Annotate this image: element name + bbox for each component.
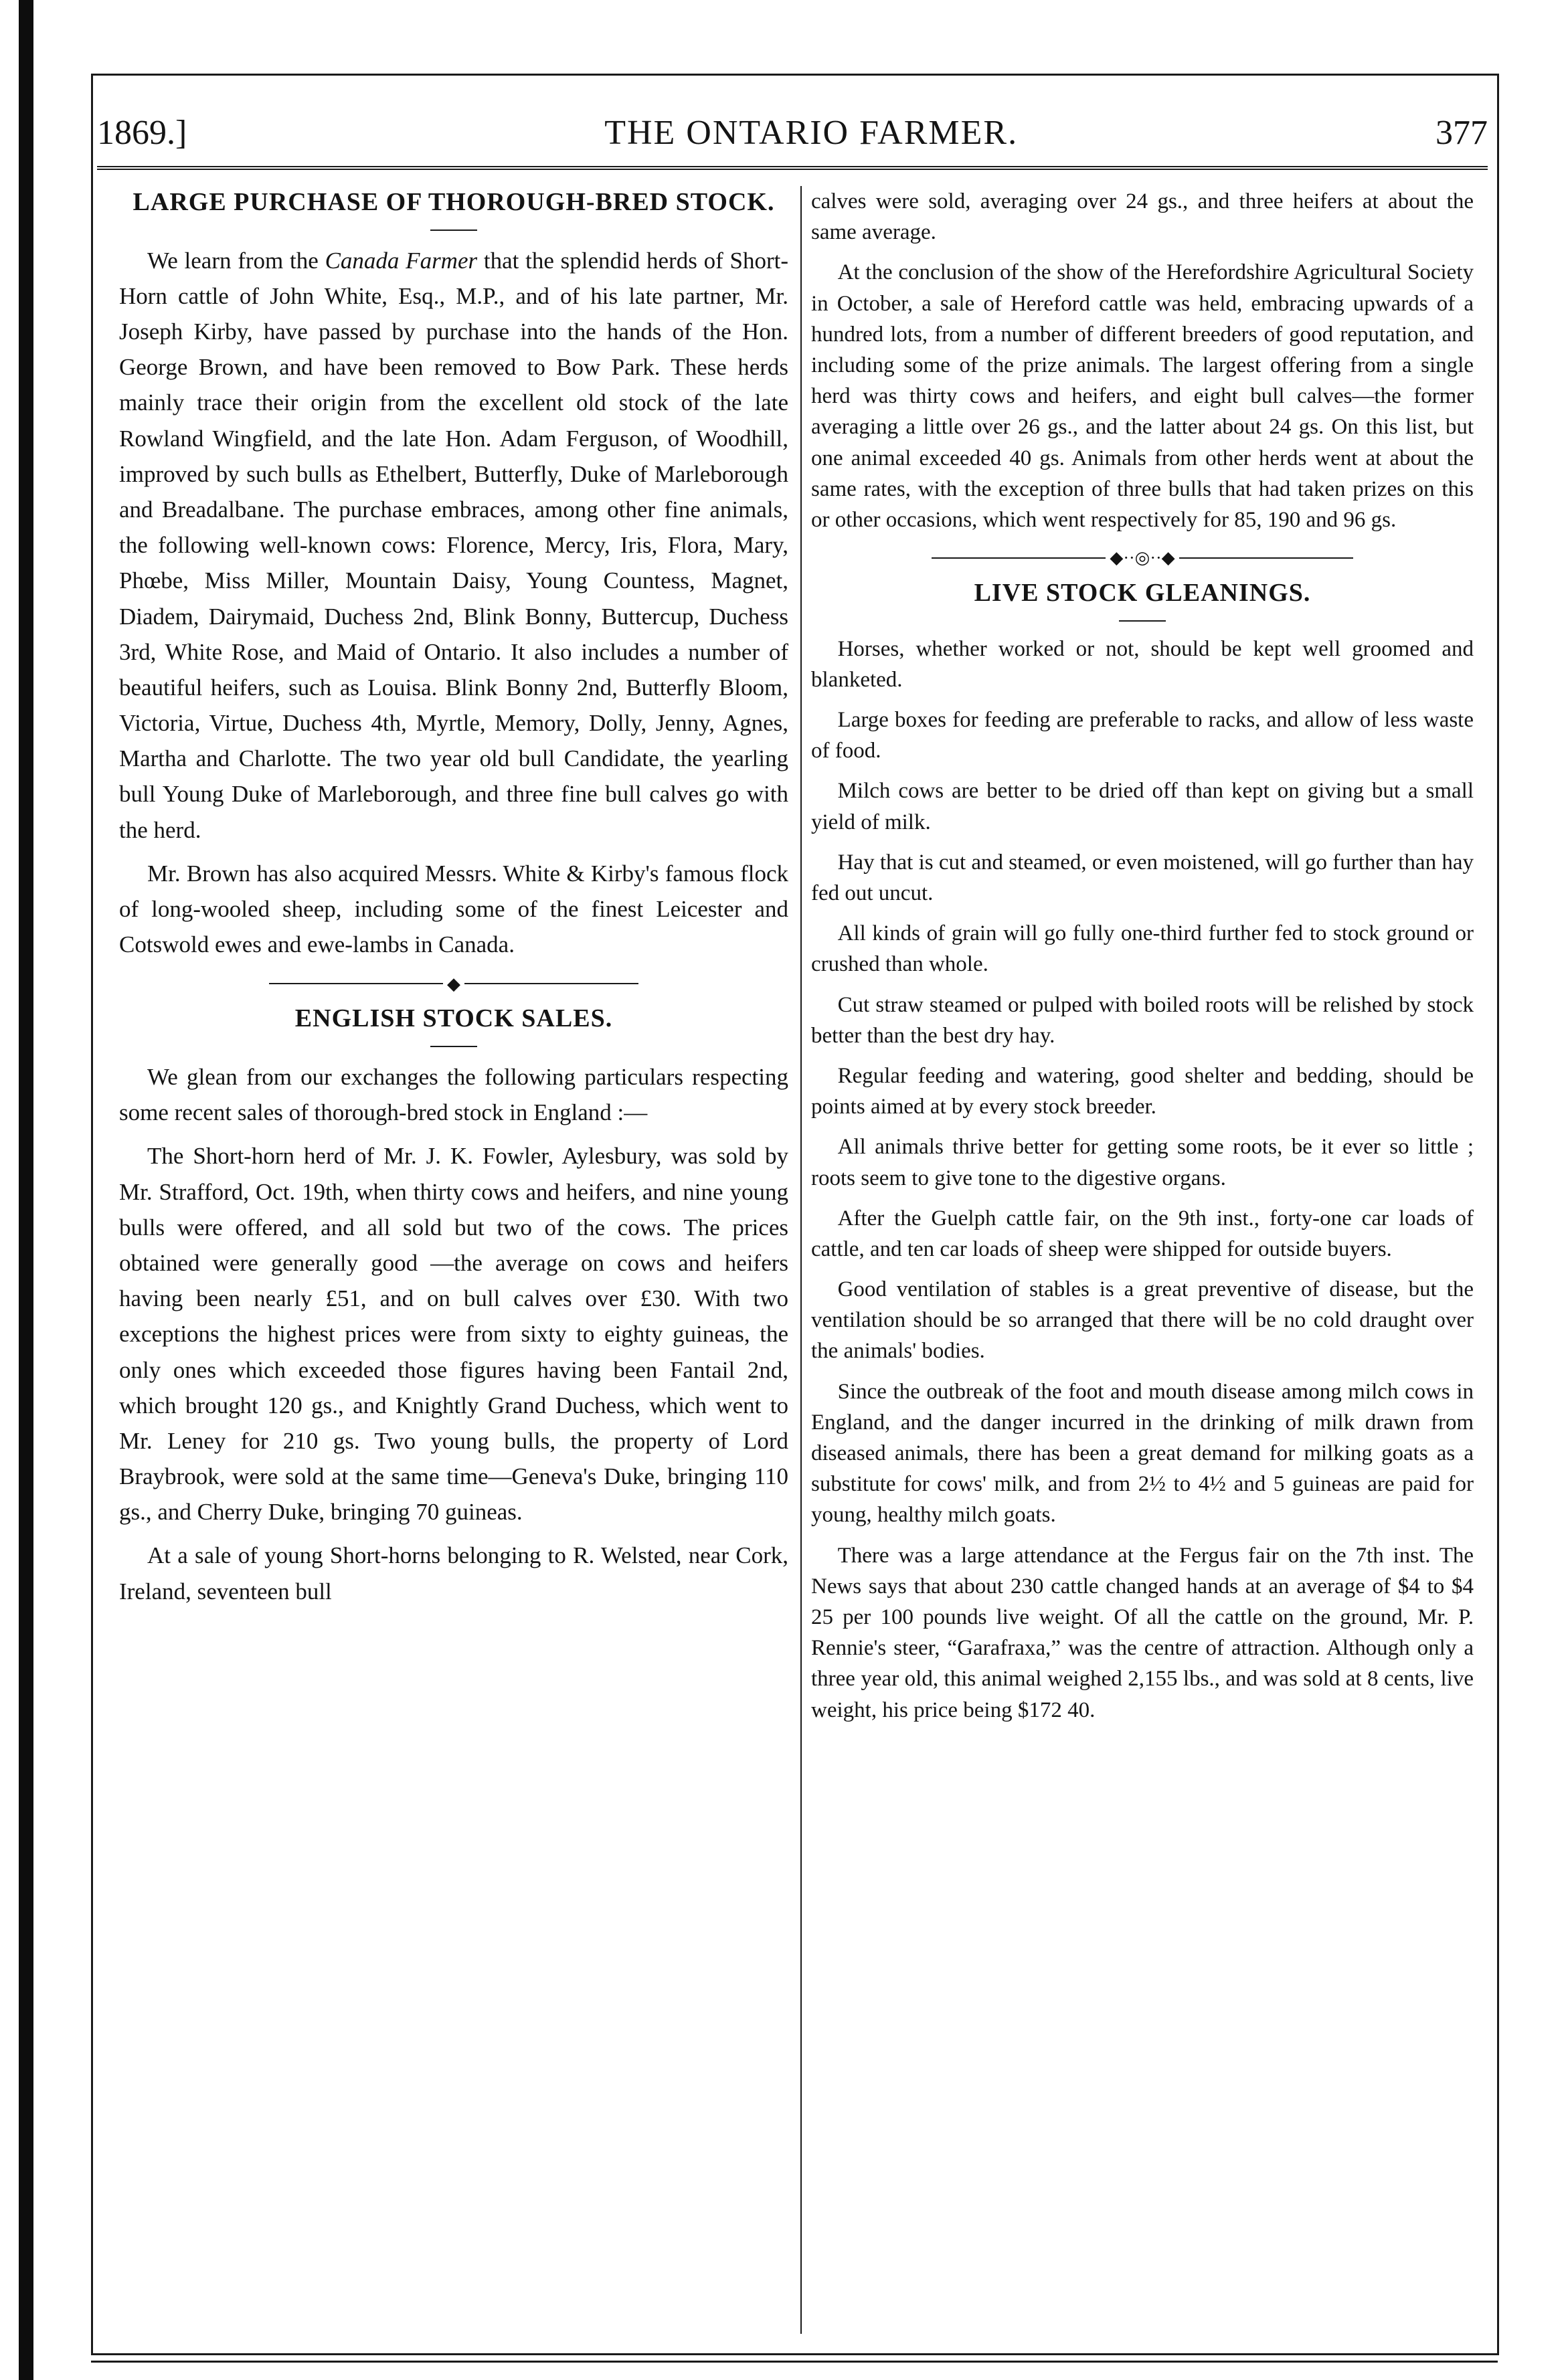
article-heading: LARGE PURCHASE OF THOROUGH-BRED STOCK. <box>133 188 775 216</box>
heading-rule <box>1119 620 1166 622</box>
right-column <box>811 186 1474 1735</box>
column-divider <box>800 186 802 2334</box>
article-heading: LIVE STOCK GLEANINGS. <box>974 579 1311 608</box>
ornament: ◆··◎··◆ <box>1110 547 1175 567</box>
section-divider: ◆ <box>119 970 788 997</box>
paragraph: We learn from the Canada Farmer that the splendid herds of Short-Horn cattle of John White, Esq., M.P., and of his late partner, Mr. Joseph Kirby, have passed by purchase into the hands of the Hon. George Brown, and have been removed to Bow Park. These herds mainly trace their origin from the excellent old stock of the late Rowland Wingfield, and the late Hon. Adam Ferguson, of Woodhill, improved by such bulls as Ethelbert, Butterfly, Duke of Marleborough and Breadalbane. The purchase embraces, among other fine animals, the following well-known cows: Florence, Mercy, Iris, Flora, Mary, Phœbe, Miss Miller, Mountain Daisy, Young Countess, Magnet, Diadem, Dairymaid, Duchess 2nd, Blink Bonny, Buttercup, Duchess 3rd, White Rose, and Maid of Ontario. It also includes a number of beautiful heifers, such as Louisa. Blink Bonny 2nd, Butterfly Bloom, Victoria, Virtue, Duchess 4th, Myrtle, Memory, Dolly, Jenny, Agnes, Martha and Charlotte. The two year old bull Candidate, the yearling bull Young Duke of Marleborough, and three fine bull calves go with the herd. <box>119 247 789 843</box>
list-item: Good ventilation of stables is a great preventive of disease, but the ventilation should be so arranged that there will be no cold draught over the animals' bodies. <box>811 1277 1474 1364</box>
list-item: Horses, whether worked or not, should be kept well groomed and blanketed. <box>811 636 1474 692</box>
list-item: Hay that is cut and steamed, or even moistened, will go further than hay fed out uncut. <box>811 850 1474 905</box>
page-number: 377 <box>1435 113 1488 152</box>
source-title: Canada Farmer <box>325 247 478 274</box>
list-item: After the Guelph cattle fair, on the 9th inst., forty-one car loads of cattle, and ten car loads of sheep were shipped for outside buyers. <box>811 1206 1474 1261</box>
paragraph: The Short-horn herd of Mr. J. K. Fowler, Aylesbury, was sold by Mr. Strafford, Oct. 19th, when thirty cows and heifers, and nine young bulls were offered, and all sold but two of the cows. The prices obtained were generally good —the average on cows and heifers having been nearly £51, and on bull calves over £30. With two exceptions the highest prices were from sixty to eighty guineas, the only ones which exceeded those figures having been Fantail 2nd, which brought 120 gs., and Knightly Grand Duchess, which went to Mr. Leney for 210 gs. Two young bulls, the property of Lord Braybrook, were sold at the same time—Geneva's Duke, bringing 110 gs., and Cherry Duke, bringing 70 guineas. <box>119 1143 788 1526</box>
header-title: THE ONTARIO FARMER. <box>604 113 1019 152</box>
article-english-stock-sales <box>119 1002 788 1609</box>
heading-rule <box>430 1046 477 1047</box>
list-item: Large boxes for feeding are preferable to racks, and allow of less waste of food. <box>811 708 1474 763</box>
gleanings-list <box>811 634 1474 1726</box>
list-item: Since the outbreak of the foot and mouth disease among milch cows in England, and the danger incurred in the drinking of milk drawn from diseased animals, there has been a great demand for milking goats as a substitute for cows' milk, and from 2½ to 4½ and 5 guineas are paid for young, healthy milch goats. <box>811 1379 1474 1528</box>
paragraph: We glean from our exchanges the following particulars respecting some recent sales of thorough-bred stock in England :— <box>119 1064 788 1126</box>
paragraph: At the conclusion of the show of the Herefordshire Agricultural Society in October, a sale of Hereford cattle was held, embracing upwards of a hundred lots, from a number of different breeders of good reputation, and including some of the prize animals. The largest offering from a single herd was thirty cows and heifers, and eight bull calves—the former averaging a little over 26 gs., and the latter about 24 gs. On this list, but one animal exceeded 40 gs. Animals from other herds went at about the same rates, with the exception of three bulls that had taken prizes on this or other occasions, which went respectively for 85, 190 and 96 gs. <box>811 260 1474 532</box>
header-year: 1869.] <box>97 113 187 152</box>
binding-edge <box>19 0 33 2380</box>
paragraph: calves were sold, averaging over 24 gs., and three heifers at about the same average. <box>811 189 1474 245</box>
page-header <box>97 99 1488 170</box>
left-column <box>119 186 788 1617</box>
list-item: All animals thrive better for getting some roots, be it ever so little ; roots seem to give tone to the digestive organs. <box>811 1135 1474 1190</box>
list-item: There was a large attendance at the Fergus fair on the 7th inst. The News says that about 230 cattle changed hands at an average of $4 to $4 25 per 100 pounds live weight. Of all the cattle on the ground, Mr. P. Rennie's steer, “Garafraxa,” was the centre of attraction. Although only a three year old, this animal weighed 2,155 lbs., and was sold at 8 cents, live weight, his price being $172 40. <box>811 1543 1474 1722</box>
list-item: Milch cows are better to be dried off than kept on giving but a small yield of milk. <box>811 779 1474 834</box>
section-divider <box>811 545 1474 571</box>
list-item: Regular feeding and watering, good shelter and bedding, should be points aimed at by every stock breeder. <box>811 1063 1474 1119</box>
article-heading: ENGLISH STOCK SALES. <box>294 1004 613 1033</box>
bottom-rule <box>91 2361 1498 2363</box>
paragraph: Mr. Brown has also acquired Messrs. White & Kirby's famous flock of long-wooled sheep, including some of the finest Leicester and Cotswold ewes and ewe-lambs in Canada. <box>119 860 788 958</box>
list-item: Cut straw steamed or pulped with boiled roots will be relished by stock better than the best dry hay. <box>811 992 1474 1048</box>
paragraph: At a sale of young Short-horns belonging to R. Welsted, near Cork, Ireland, seventeen bull <box>119 1542 788 1605</box>
heading-rule <box>430 230 477 231</box>
article-large-purchase <box>119 186 788 962</box>
list-item: All kinds of grain will go fully one-third further fed to stock ground or crushed than whole. <box>811 921 1474 977</box>
